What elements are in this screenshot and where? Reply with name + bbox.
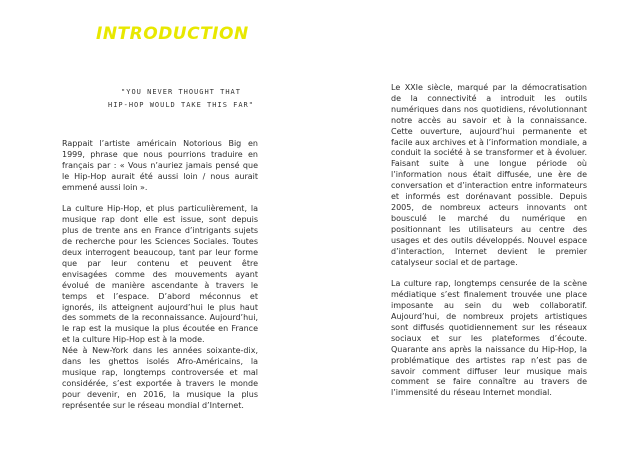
epigraph-quote bbox=[96, 86, 266, 112]
quote-line-2: HIP-HOP WOULD TAKE THIS FAR" bbox=[107, 101, 254, 109]
left-paragraph-3: Née à New-York dans les années soixante-dix, dans les ghettos isolés Afro-Américains, la musique rap, longtemps controversée et mal considérée, s’est exportée à travers le monde pour devenir, en 2016, la musique la plus représentée sur le réseau mondial d’Internet. bbox=[62, 346, 258, 410]
quote-line-1: "YOU NEVER THOUGHT THAT bbox=[121, 88, 241, 96]
left-column bbox=[62, 139, 258, 423]
left-paragraph-1: Rappait l’artiste américain Notorious Big en 1999, phrase que nous pourrions traduire en français par : « Vous n’auriez jamais pensé que le Hip-Hop aurait été aussi loin / nous aurait emmené aussi loin ». bbox=[62, 139, 258, 192]
page-title: INTRODUCTION bbox=[96, 24, 249, 44]
right-paragraph-2: La culture rap, longtemps censurée de la scène médiatique s’est finalement trouvée une place imposante au sein du web collaboratif. Aujourd’hui, de nombreux projets artistiques sont diffusés quotidiennement sur les réseaux sociaux et sur les plateformes d’écoute. Quarante ans après la naissance du Hip-Hop, la problématique des artistes rap n’est pas de savoir comment diffuser leur musique mais comment se faire connaître au travers de l’immensité du réseau Internet mondial. bbox=[391, 279, 587, 398]
right-paragraph-1: Le XXIe siècle, marqué par la démocratisation de la connectivité a introduit les outils numériques dans nos quotidiens, révolutionnant notre accès au savoir et à la connaissance. Cette ouverture, aujourd’hui permanente et facile aux archives et à l’information mondiale, a conduit la société à se transformer et à évoluer. Faisant suite à une longue période où l’information nous était diffusée, une ère de conversation et d’interaction entre informateurs et informés est dorénavant possible. Depuis 2005, de nombreux acteurs innovants ont bousculé le marché du numérique en positionnant les utilisateurs au centre des usages et des outils développés. Nouvel espace d’interaction, Internet devient le premier catalyseur social et de partage. bbox=[391, 83, 587, 267]
right-column bbox=[391, 83, 587, 410]
left-paragraph-2: La culture Hip-Hop, et plus particulièrement, la musique rap dont elle est issue, sont depuis plus de trente ans en France d’intrigants sujets de recherche pour les Sciences Sociales. Toutes deux interrogent beaucoup, tant par leur forme que par leur contenu et peuvent être envisagées comme des mouvements ayant évolué de manière ascendante à travers le temps et l’espace. D’abord méconnus et ignorés, ils atteignent aujourd’hui le plus haut des sommets de la reconnaissance. Aujourd’hui, le rap est la musique la plus écoutée en France et la culture Hip-Hop est à la mode. bbox=[62, 204, 258, 345]
